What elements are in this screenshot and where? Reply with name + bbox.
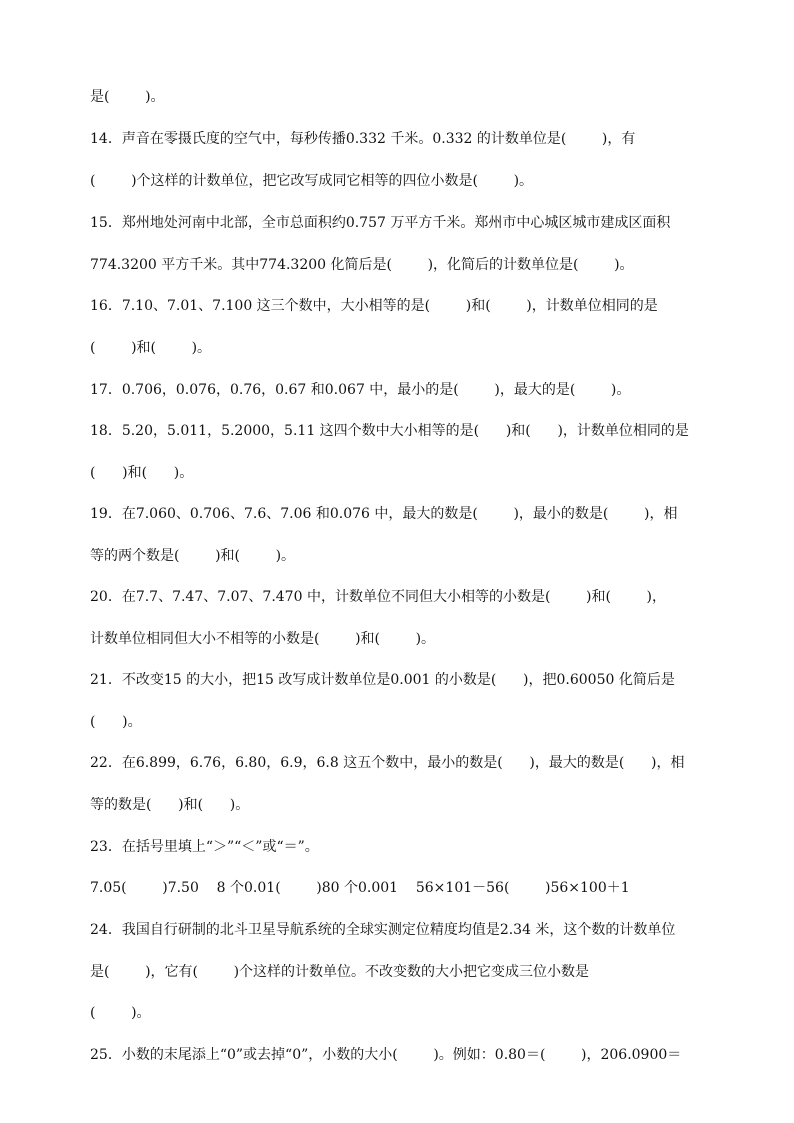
question-18-line-2: ( )和( )。 <box>90 465 194 481</box>
question-21-line-1: 21．不改变15 的大小，把15 改写成计数单位是0.001 的小数是( )，把0.60050 化简后是 <box>90 672 675 688</box>
question-16-line-2: ( )和( )。 <box>90 340 212 356</box>
question-23-line-1: 23．在括号里填上“＞”“＜”或“＝”。 <box>90 839 319 855</box>
question-19-line-2: 等的两个数是( )和( )。 <box>90 548 296 564</box>
question-16-line-1: 16．7.10、7.01、7.100 这三个数中，大小相等的是( )和( )，计数单位相同的是 <box>90 298 658 314</box>
question-15-line-2: 774.3200 平方千米。其中774.3200 化简后是( )，化简后的计数单位是( )。 <box>90 257 634 273</box>
question-20-line-1: 20．在7.7、7.47、7.07、7.470 中，计数单位不同但大小相等的小数是( )和( )， <box>90 589 667 605</box>
question-14-line-2: ( )个这样的计数单位，把它改写成同它相等的四位小数是( )。 <box>90 173 534 189</box>
question-20-line-2: 计数单位相同但大小不相等的小数是( )和( )。 <box>90 631 436 647</box>
question-17-line-1: 17．0.706，0.076，0.76，0.67 和0.067 中，最小的是( )，最大的是( )。 <box>90 382 631 398</box>
question-24-line-3: ( )。 <box>90 1005 151 1021</box>
question-18-line-1: 18．5.20，5.011，5.2000，5.11 这四个数中大小相等的是( )和( )，计数单位相同的是 <box>90 423 689 439</box>
question-25-line-1: 25．小数的末尾添上“0”或去掉“0”，小数的大小( )。例如：0.80＝( )，206.0900＝ <box>90 1047 682 1063</box>
question-23-line-2: 7.05( )7.50 8 个0.01( )80 个0.001 56×101－56( )56×100＋1 <box>90 880 630 896</box>
question-14-line-1: 14．声音在零摄氏度的空气中，每秒传播0.332 千米。0.332 的计数单位是( )，有 <box>90 131 636 147</box>
question-15-line-1: 15．郑州地处河南中北部，全市总面积约0.757 万平方千米。郑州市中心城区城市建成区面积 <box>90 215 671 231</box>
question-21-line-2: ( )。 <box>90 714 142 730</box>
question-22-line-2: 等的数是( )和( )。 <box>90 797 250 813</box>
question-19-line-1: 19．在7.060、0.706、7.6、7.06 和0.076 中，最大的数是( )，最小的数是( )，相 <box>90 506 678 522</box>
question-24-line-1: 24．我国自行研制的北斗卫星导航系统的全球实测定位精度均值是2.34 米，这个数的计数单位 <box>90 922 676 938</box>
text-line: 是( )。 <box>90 89 165 105</box>
question-22-line-1: 22．在6.899，6.76，6.80，6.9，6.8 这五个数中，最小的数是( )，最大的数是( )，相 <box>90 755 685 771</box>
question-24-line-2: 是( )，它有( )个这样的计数单位。不改变数的大小把它变成三位小数是 <box>90 964 590 980</box>
